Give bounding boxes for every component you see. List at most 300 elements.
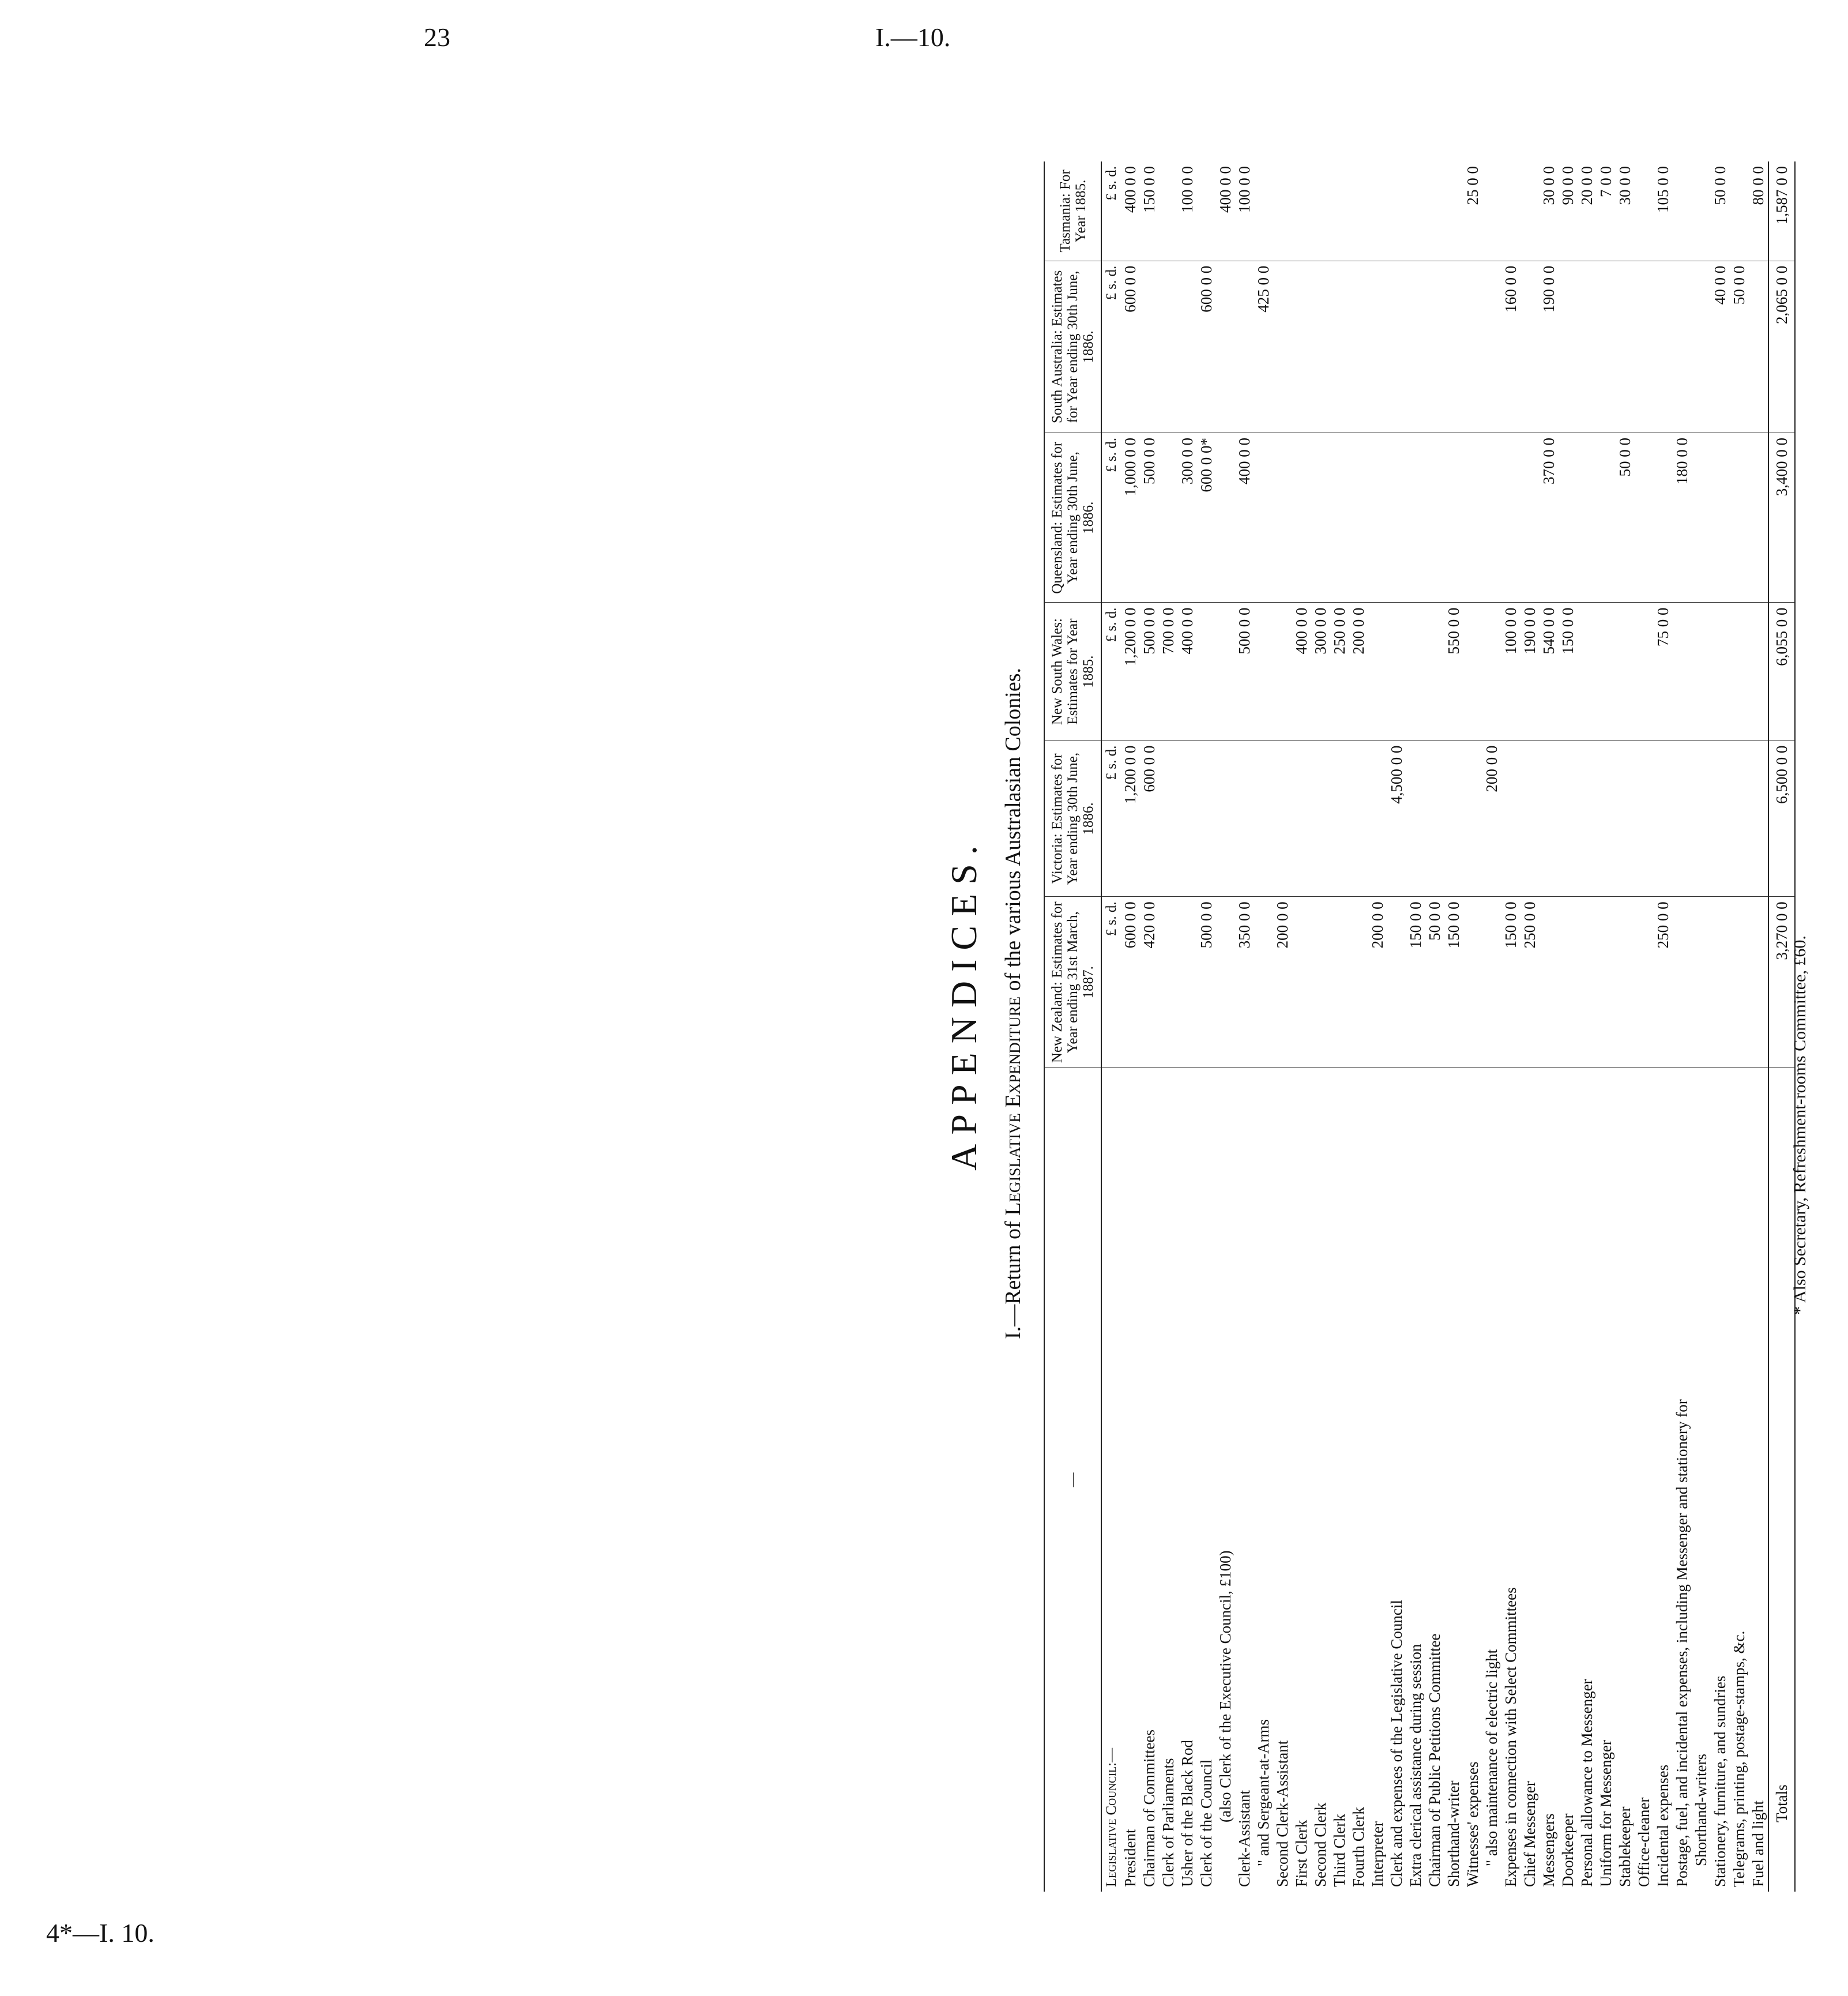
amount-cell xyxy=(1749,897,1768,1068)
unit-cell: £ s. d. xyxy=(1101,603,1121,740)
table-body xyxy=(1101,161,1795,1892)
amount-cell xyxy=(1730,740,1749,897)
amount-cell xyxy=(1140,261,1159,433)
amount-cell xyxy=(1406,161,1425,261)
table-row xyxy=(1559,161,1578,1892)
amount-cell: 250 0 0 xyxy=(1520,897,1540,1068)
row-label: Second Clerk xyxy=(1312,1802,1329,1887)
total-cell: 3,270 0 0 xyxy=(1768,897,1795,1068)
table-row xyxy=(1711,161,1730,1892)
amount-cell: 550 0 0 xyxy=(1444,603,1463,740)
amount-cell xyxy=(1578,603,1597,740)
row-label: Expenses in connection with Select Committees xyxy=(1502,1587,1519,1887)
amount-cell xyxy=(1463,603,1482,740)
table-row xyxy=(1673,161,1692,1892)
amount-cell: 1,200 0 0 xyxy=(1121,603,1140,740)
amount-cell xyxy=(1463,740,1482,897)
amount-cell xyxy=(1482,161,1501,261)
amount-cell xyxy=(1197,740,1216,897)
column-header-tasmania: Tasmania: For Year 1885. xyxy=(1044,161,1101,261)
amount-cell xyxy=(1159,161,1178,261)
amount-cell: 100 0 0 xyxy=(1235,161,1254,261)
amount-cell: 50 0 0 xyxy=(1616,433,1635,603)
amount-cell xyxy=(1311,740,1330,897)
amount-cell xyxy=(1501,161,1520,261)
amount-cell: 400 0 0 xyxy=(1216,161,1235,261)
amount-cell xyxy=(1635,261,1654,433)
row-label: Telegrams, printing, postage-stamps, &c. xyxy=(1730,1630,1748,1887)
row-label: Stablekeeper xyxy=(1616,1806,1634,1887)
amount-cell: 400 0 0 xyxy=(1178,603,1197,740)
amount-cell xyxy=(1387,433,1406,603)
amount-cell xyxy=(1216,603,1235,740)
amount-cell xyxy=(1425,740,1444,897)
table-row xyxy=(1406,161,1425,1892)
table-row xyxy=(1178,161,1197,1892)
amount-cell: 400 0 0 xyxy=(1292,603,1311,740)
row-label: Chairman of Committees xyxy=(1141,1730,1158,1887)
amount-cell xyxy=(1254,433,1273,603)
amount-cell xyxy=(1425,433,1444,603)
row-label: (also Clerk of the Executive Council, £100) xyxy=(1217,1550,1234,1822)
amount-cell xyxy=(1311,433,1330,603)
amount-cell xyxy=(1673,261,1692,433)
table-row xyxy=(1425,161,1444,1892)
section-heading: Legislative Council:— xyxy=(1104,1747,1119,1887)
amount-cell: 425 0 0 xyxy=(1254,261,1273,433)
amount-cell: 400 0 0 xyxy=(1121,161,1140,261)
amount-cell: 250 0 0 xyxy=(1330,603,1349,740)
table-row xyxy=(1235,161,1254,1892)
amount-cell xyxy=(1273,261,1292,433)
amount-cell xyxy=(1482,603,1501,740)
amount-cell xyxy=(1635,897,1654,1068)
total-cell: 2,065 0 0 xyxy=(1768,261,1795,433)
header-row xyxy=(1044,161,1101,1892)
amount-cell xyxy=(1463,433,1482,603)
amount-cell xyxy=(1692,740,1711,897)
row-label: Messengers xyxy=(1540,1813,1557,1887)
row-label: Personal allowance to Messenger xyxy=(1578,1679,1595,1887)
amount-cell xyxy=(1463,897,1482,1068)
amount-cell xyxy=(1578,897,1597,1068)
unit-cell: £ s. d. xyxy=(1101,433,1121,603)
amount-cell: 600 0 0 xyxy=(1121,897,1140,1068)
row-label: Third Clerk xyxy=(1331,1814,1348,1887)
amount-cell xyxy=(1425,161,1444,261)
table-row xyxy=(1482,161,1501,1892)
unit-cell: £ s. d. xyxy=(1101,261,1121,433)
amount-cell xyxy=(1425,603,1444,740)
amount-cell xyxy=(1159,740,1178,897)
amount-cell xyxy=(1501,740,1520,897)
amount-cell: 30 0 0 xyxy=(1616,161,1635,261)
row-label: Incidental expenses xyxy=(1654,1764,1672,1887)
amount-cell xyxy=(1178,740,1197,897)
amount-cell xyxy=(1463,261,1482,433)
table-row xyxy=(1463,161,1482,1892)
amount-cell: 160 0 0 xyxy=(1501,261,1520,433)
amount-cell: 25 0 0 xyxy=(1463,161,1482,261)
amount-cell xyxy=(1292,740,1311,897)
unit-cell: £ s. d. xyxy=(1101,897,1121,1068)
row-label: Interpreter xyxy=(1369,1821,1386,1887)
table-row xyxy=(1578,161,1597,1892)
amount-cell xyxy=(1616,261,1635,433)
row-label: President xyxy=(1121,1829,1139,1887)
amount-cell xyxy=(1673,897,1692,1068)
amount-cell: 150 0 0 xyxy=(1501,897,1520,1068)
page-number: 23 xyxy=(424,22,450,52)
amount-cell xyxy=(1178,261,1197,433)
table-row xyxy=(1159,161,1178,1892)
amount-cell xyxy=(1292,433,1311,603)
row-label: " also maintenance of electric light xyxy=(1483,1649,1500,1866)
amount-cell xyxy=(1406,740,1425,897)
amount-cell xyxy=(1559,261,1578,433)
table-row xyxy=(1140,161,1159,1892)
amount-cell xyxy=(1387,261,1406,433)
amount-cell xyxy=(1368,603,1387,740)
amount-cell: 7 0 0 xyxy=(1597,161,1616,261)
amount-cell xyxy=(1197,603,1216,740)
amount-cell: 300 0 0 xyxy=(1178,433,1197,603)
amount-cell: 600 0 0* xyxy=(1197,433,1216,603)
amount-cell: 200 0 0 xyxy=(1482,740,1501,897)
amount-cell xyxy=(1406,261,1425,433)
amount-cell: 190 0 0 xyxy=(1540,261,1559,433)
amount-cell: 1,000 0 0 xyxy=(1121,433,1140,603)
row-label: Extra clerical assistance during session xyxy=(1407,1644,1424,1887)
subtitle-prefix: I.—Return of xyxy=(1001,1215,1025,1340)
amount-cell xyxy=(1330,161,1349,261)
amount-cell xyxy=(1654,740,1673,897)
table-row xyxy=(1311,161,1330,1892)
amount-cell xyxy=(1216,897,1235,1068)
amount-cell: 600 0 0 xyxy=(1140,740,1159,897)
row-label: Second Clerk-Assistant xyxy=(1274,1740,1291,1887)
amount-cell xyxy=(1349,740,1368,897)
amount-cell xyxy=(1368,740,1387,897)
amount-cell: 350 0 0 xyxy=(1235,897,1254,1068)
amount-cell xyxy=(1178,897,1197,1068)
amount-cell xyxy=(1254,897,1273,1068)
unit-cell: £ s. d. xyxy=(1101,161,1121,261)
amount-cell xyxy=(1501,433,1520,603)
amount-cell: 50 0 0 xyxy=(1711,161,1730,261)
amount-cell xyxy=(1349,897,1368,1068)
amount-cell: 100 0 0 xyxy=(1501,603,1520,740)
row-label: Stationery, furniture, and sundries xyxy=(1711,1675,1729,1887)
amount-cell xyxy=(1692,433,1711,603)
row-label: First Clerk xyxy=(1293,1820,1310,1887)
amount-cell xyxy=(1673,603,1692,740)
footer-reference: 4*—I. 10. xyxy=(46,1918,155,1948)
table-row xyxy=(1292,161,1311,1892)
amount-cell xyxy=(1616,897,1635,1068)
amount-cell xyxy=(1692,261,1711,433)
amount-cell: 4,500 0 0 xyxy=(1387,740,1406,897)
amount-cell xyxy=(1254,603,1273,740)
amount-cell xyxy=(1597,433,1616,603)
amount-cell: 1,200 0 0 xyxy=(1121,740,1140,897)
table-row xyxy=(1330,161,1349,1892)
totals-label: Totals xyxy=(1768,1068,1795,1892)
return-subtitle xyxy=(1000,92,1026,1915)
column-header-south-australia: South Australia: Estimates for Year ending 30th June, 1886. xyxy=(1044,261,1101,433)
amount-cell: 200 0 0 xyxy=(1349,603,1368,740)
amount-cell xyxy=(1235,740,1254,897)
amount-cell xyxy=(1387,897,1406,1068)
row-label: Chairman of Public Petitions Committee xyxy=(1426,1633,1443,1887)
amount-cell: 400 0 0 xyxy=(1235,433,1254,603)
total-cell: 6,055 0 0 xyxy=(1768,603,1795,740)
amount-cell xyxy=(1692,161,1711,261)
row-label: Shorthand-writers xyxy=(1692,1754,1710,1866)
amount-cell: 90 0 0 xyxy=(1559,161,1578,261)
amount-cell xyxy=(1254,161,1273,261)
amount-cell xyxy=(1578,433,1597,603)
table-row xyxy=(1635,161,1654,1892)
amount-cell xyxy=(1520,740,1540,897)
table-row xyxy=(1540,161,1559,1892)
subtitle-suffix: of the various Australasian Colonies. xyxy=(1001,667,1025,997)
amount-cell: 180 0 0 xyxy=(1673,433,1692,603)
amount-cell xyxy=(1197,161,1216,261)
amount-cell: 500 0 0 xyxy=(1197,897,1216,1068)
column-header-new-south-wales: New South Wales: Estimates for Year 1885. xyxy=(1044,603,1101,740)
row-label: Clerk and expenses of the Legislative Council xyxy=(1388,1600,1405,1887)
document-reference: I.—10. xyxy=(875,22,951,52)
amount-cell xyxy=(1559,740,1578,897)
amount-cell xyxy=(1159,261,1178,433)
amount-cell xyxy=(1711,433,1730,603)
amount-cell: 150 0 0 xyxy=(1406,897,1425,1068)
amount-cell xyxy=(1730,433,1749,603)
row-label: Postage, fuel, and incidental expenses, including Messenger and stationery for xyxy=(1673,1399,1691,1887)
amount-cell: 500 0 0 xyxy=(1140,433,1159,603)
amount-cell: 150 0 0 xyxy=(1444,897,1463,1068)
amount-cell: 300 0 0 xyxy=(1311,603,1330,740)
amount-cell xyxy=(1616,740,1635,897)
amount-cell: 30 0 0 xyxy=(1540,161,1559,261)
table-row xyxy=(1597,161,1616,1892)
amount-cell xyxy=(1730,897,1749,1068)
amount-cell: 80 0 0 xyxy=(1749,161,1768,261)
amount-cell: 40 0 0 xyxy=(1711,261,1730,433)
table-row xyxy=(1730,161,1749,1892)
amount-cell xyxy=(1635,161,1654,261)
table-row xyxy=(1616,161,1635,1892)
amount-cell: 420 0 0 xyxy=(1140,897,1159,1068)
row-label: Usher of the Black Rod xyxy=(1179,1740,1196,1887)
row-label: Office-cleaner xyxy=(1635,1797,1653,1887)
amount-cell: 150 0 0 xyxy=(1140,161,1159,261)
amount-cell xyxy=(1749,261,1768,433)
amount-cell: 200 0 0 xyxy=(1368,897,1387,1068)
amount-cell: 600 0 0 xyxy=(1197,261,1216,433)
amount-cell xyxy=(1159,897,1178,1068)
amount-cell xyxy=(1635,740,1654,897)
table-row xyxy=(1749,161,1768,1892)
amount-cell xyxy=(1559,897,1578,1068)
amount-cell xyxy=(1597,897,1616,1068)
row-label: Doorkeeper xyxy=(1559,1813,1576,1887)
row-label: Witnesses' expenses xyxy=(1464,1761,1481,1887)
amount-cell xyxy=(1425,261,1444,433)
amount-cell xyxy=(1711,740,1730,897)
amount-cell xyxy=(1730,603,1749,740)
amount-cell xyxy=(1520,261,1540,433)
amount-cell: 700 0 0 xyxy=(1159,603,1178,740)
amount-cell: 50 0 0 xyxy=(1730,261,1749,433)
table-row xyxy=(1368,161,1387,1892)
table-row xyxy=(1254,161,1273,1892)
amount-cell xyxy=(1444,161,1463,261)
table-row xyxy=(1387,161,1406,1892)
amount-cell xyxy=(1330,897,1349,1068)
amount-cell: 600 0 0 xyxy=(1121,261,1140,433)
amount-cell xyxy=(1635,603,1654,740)
amount-cell xyxy=(1349,261,1368,433)
rotated-table-sheet xyxy=(943,92,1848,1915)
amount-cell xyxy=(1311,897,1330,1068)
amount-cell xyxy=(1673,161,1692,261)
amount-cell xyxy=(1387,161,1406,261)
amount-cell xyxy=(1273,603,1292,740)
unit-cell: £ s. d. xyxy=(1101,740,1121,897)
blank-header: — xyxy=(1044,1068,1101,1892)
appendices-title: APPENDICES. xyxy=(943,836,984,1171)
amount-cell xyxy=(1578,261,1597,433)
amount-cell xyxy=(1216,740,1235,897)
column-header-victoria: Victoria: Estimates for Year ending 30th June, 1886. xyxy=(1044,740,1101,897)
amount-cell xyxy=(1216,433,1235,603)
amount-cell xyxy=(1482,433,1501,603)
amount-cell xyxy=(1444,740,1463,897)
amount-cell xyxy=(1559,433,1578,603)
row-label: Chief Messenger xyxy=(1521,1781,1538,1887)
amount-cell: 20 0 0 xyxy=(1578,161,1597,261)
amount-cell xyxy=(1368,433,1387,603)
amount-cell xyxy=(1597,603,1616,740)
amount-cell xyxy=(1520,161,1540,261)
amount-cell xyxy=(1235,261,1254,433)
subtitle-smallcaps: Legislative Expenditure xyxy=(1001,996,1025,1216)
amount-cell xyxy=(1654,433,1673,603)
table-row xyxy=(1692,161,1711,1892)
total-cell: 6,500 0 0 xyxy=(1768,740,1795,897)
amount-cell xyxy=(1654,261,1673,433)
amount-cell xyxy=(1273,433,1292,603)
amount-cell: 50 0 0 xyxy=(1425,897,1444,1068)
amount-cell: 190 0 0 xyxy=(1520,603,1540,740)
amount-cell xyxy=(1159,433,1178,603)
amount-cell xyxy=(1330,433,1349,603)
table-row xyxy=(1501,161,1520,1892)
amount-cell: 500 0 0 xyxy=(1140,603,1159,740)
amount-cell xyxy=(1273,740,1292,897)
amount-cell xyxy=(1292,261,1311,433)
amount-cell: 100 0 0 xyxy=(1178,161,1197,261)
table-row xyxy=(1444,161,1463,1892)
amount-cell: 540 0 0 xyxy=(1540,603,1559,740)
amount-cell: 75 0 0 xyxy=(1654,603,1673,740)
amount-cell xyxy=(1749,740,1768,897)
amount-cell xyxy=(1311,161,1330,261)
amount-cell xyxy=(1330,740,1349,897)
expenditure-table xyxy=(1044,161,1796,1892)
amount-cell xyxy=(1273,161,1292,261)
total-cell: 1,587 0 0 xyxy=(1768,161,1795,261)
amount-cell: 105 0 0 xyxy=(1654,161,1673,261)
row-label: " and Sergeant-at-Arms xyxy=(1255,1719,1272,1866)
total-cell: 3,400 0 0 xyxy=(1768,433,1795,603)
amount-cell: 500 0 0 xyxy=(1235,603,1254,740)
amount-cell xyxy=(1673,740,1692,897)
amount-cell xyxy=(1578,740,1597,897)
amount-cell xyxy=(1406,603,1425,740)
amount-cell xyxy=(1406,433,1425,603)
amount-cell: 200 0 0 xyxy=(1273,897,1292,1068)
row-label: Clerk-Assistant xyxy=(1236,1790,1253,1887)
table-row xyxy=(1197,161,1216,1892)
amount-cell xyxy=(1349,161,1368,261)
amount-cell xyxy=(1730,161,1749,261)
amount-cell xyxy=(1711,603,1730,740)
amount-cell xyxy=(1635,433,1654,603)
amount-cell xyxy=(1216,261,1235,433)
amount-cell xyxy=(1368,261,1387,433)
table-row xyxy=(1520,161,1540,1892)
amount-cell xyxy=(1330,261,1349,433)
amount-cell xyxy=(1444,433,1463,603)
amount-cell xyxy=(1254,740,1273,897)
amount-cell xyxy=(1368,161,1387,261)
amount-cell: 150 0 0 xyxy=(1559,603,1578,740)
amount-cell xyxy=(1482,261,1501,433)
row-label: Clerk of the Council xyxy=(1198,1759,1215,1887)
amount-cell xyxy=(1711,897,1730,1068)
amount-cell xyxy=(1749,603,1768,740)
amount-cell xyxy=(1520,433,1540,603)
table-row xyxy=(1349,161,1368,1892)
row-label: Clerk of Parliaments xyxy=(1160,1758,1177,1887)
footnote: * Also Secretary, Refreshment-rooms Committee, £60. xyxy=(1790,935,1809,1315)
amount-cell xyxy=(1597,261,1616,433)
table-row xyxy=(1654,161,1673,1892)
row-label: Shorthand-writer xyxy=(1445,1780,1462,1887)
table-row xyxy=(1216,161,1235,1892)
column-header-new-zealand: New Zealand: Estimates for Year ending 31st March, 1887. xyxy=(1044,897,1101,1068)
amount-cell xyxy=(1749,433,1768,603)
amount-cell: 250 0 0 xyxy=(1654,897,1673,1068)
amount-cell xyxy=(1387,603,1406,740)
amount-cell xyxy=(1292,161,1311,261)
amount-cell xyxy=(1616,603,1635,740)
amount-cell xyxy=(1692,603,1711,740)
amount-cell xyxy=(1540,740,1559,897)
table-row xyxy=(1121,161,1140,1892)
units-row xyxy=(1101,161,1121,1892)
table-row xyxy=(1273,161,1292,1892)
amount-cell xyxy=(1482,897,1501,1068)
column-header-queensland: Queensland: Estimates for Year ending 30th June, 1886. xyxy=(1044,433,1101,603)
row-label: Uniform for Messenger xyxy=(1597,1740,1614,1887)
amount-cell xyxy=(1540,897,1559,1068)
row-label: Fourth Clerk xyxy=(1350,1807,1367,1887)
amount-cell: 370 0 0 xyxy=(1540,433,1559,603)
